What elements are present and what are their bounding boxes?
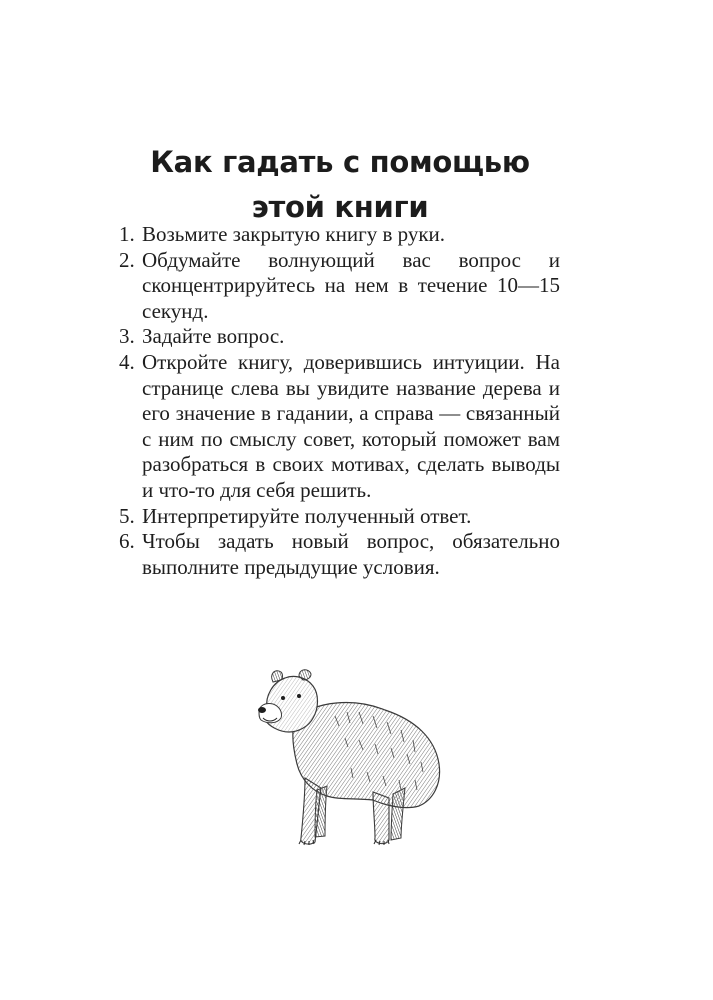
list-item-number: 4. bbox=[119, 349, 135, 374]
list-item bbox=[119, 529, 560, 580]
list-item bbox=[119, 350, 560, 504]
list-item bbox=[119, 222, 560, 248]
page-title bbox=[100, 140, 580, 230]
list-item-number: 5. bbox=[119, 503, 135, 528]
list-item-number: 3. bbox=[119, 324, 135, 349]
list-item-text: Обдумайте волнующий вас вопрос и сконцентрируйтесь на нем в течение 10—15 секунд. bbox=[142, 247, 560, 323]
list-item-text: Откройте книгу, доверившись интуиции. На странице слева вы увидите название дерева и его значение в гадании, а справа — связанный с ним по смыслу совет, который поможет вам разобраться в своих мотивах, сделать выводы и что-то для себя решить. bbox=[142, 349, 560, 502]
list-item bbox=[119, 324, 560, 350]
page-title-line-2: этой книги bbox=[251, 190, 429, 224]
list-item-number: 1. bbox=[119, 222, 135, 246]
list-item-text: Возьмите закрытую книгу в руки. bbox=[142, 222, 446, 246]
bear-illustration-icon bbox=[255, 668, 445, 853]
instructions-list bbox=[119, 222, 560, 580]
list-item-text: Интерпретируйте полученный ответ. bbox=[142, 503, 472, 528]
list-item-number: 2. bbox=[119, 247, 135, 272]
list-item bbox=[119, 504, 560, 530]
list-item bbox=[119, 248, 560, 325]
list-item-text: Чтобы задать новый вопрос, обязательно выполните предыдущие условия. bbox=[142, 529, 560, 579]
page-title-line-1: Как гадать с помощью bbox=[150, 145, 530, 179]
list-item-number: 6. bbox=[119, 529, 135, 554]
list-item-text: Задайте вопрос. bbox=[142, 324, 285, 349]
